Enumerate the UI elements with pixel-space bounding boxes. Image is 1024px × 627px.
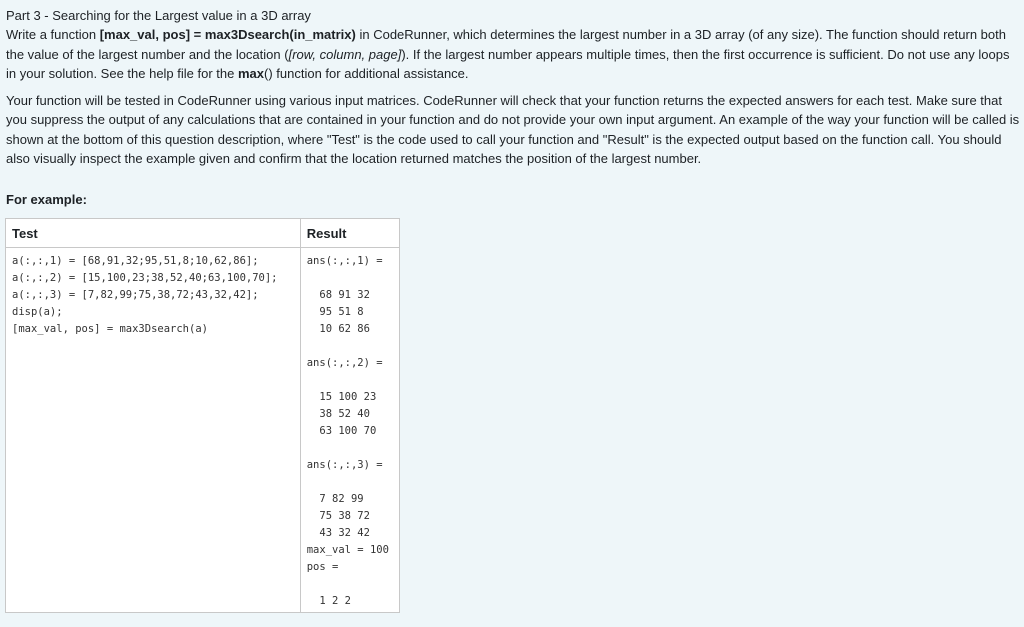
testing-paragraph: Your function will be tested in CodeRunner using various input matrices. CodeRunner will check that your function returns the expected answers for each test. Make sure that you suppress the output of any calculations that are contained in your function and do not provide your own input argument. An example of the way your function will be called is shown at the bottom of this question description, where "Test" is the code used to call your function and "Result" is the expected output based on the function call. You should also visually inspect the example given and confirm that the location returned matches the position of the largest number. — [6, 92, 1020, 166]
location-format: [row, column, page] — [288, 46, 402, 62]
intro-text-2: in CodeRunner, which determines the largest number in a 3D array (of any size). The function should return both the value of the largest number and the location ( — [6, 27, 1006, 62]
intro-text-1: Write a function — [6, 27, 100, 42]
header-result: Result — [300, 219, 399, 248]
example-label: For example: — [6, 192, 87, 207]
intro-text-4: () function for additional assistance. — [264, 66, 469, 81]
result-cell — [300, 248, 399, 613]
table-row — [6, 248, 400, 613]
intro-text-3: ). If the largest number appears multiple times, then the first occurrence is sufficient. Do not use any loops in your solution. See the help file for the — [6, 46, 1010, 81]
header-test: Test — [6, 219, 301, 248]
intro-paragraph — [6, 25, 1022, 84]
part-title: Part 3 - Searching for the Largest value in a 3D array — [6, 8, 311, 23]
table-header-row — [6, 219, 400, 248]
test-cell — [6, 248, 301, 613]
question-description — [6, 6, 1022, 169]
example-table — [5, 218, 400, 613]
result-output: ans(:,:,1) = 68 91 32 95 51 8 10 62 86 ans(:,:,2) = 15 100 23 38 52 40 63 100 70 ans(:,:,3) = 7 82 99 75 38 72 43 32 42 max_val = 100 pos = 1 2 2 — [306, 255, 389, 607]
test-code: a(:,:,1) = [68,91,32;95,51,8;10,62,86]; a(:,:,2) = [15,100,23;38,52,40;63,100,70]; a(:,:,3) = [7,82,99;75,38,72;43,32,42]; disp(a); [max_val, pos] = max3Dsearch(a) — [12, 255, 278, 335]
function-signature: [max_val, pos] = max3Dsearch(in_matrix) — [99, 27, 356, 42]
max-function-name: max — [237, 66, 265, 81]
